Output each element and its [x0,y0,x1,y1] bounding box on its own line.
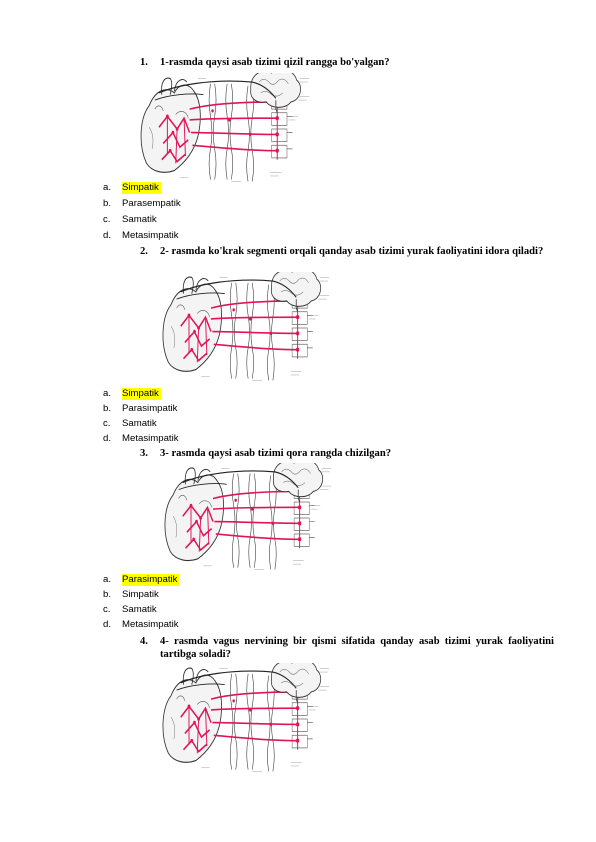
question-3 [140,448,554,461]
figure-3-heart-innervation [158,463,334,573]
question-text: 4- rasmda vagus nervining bir qismi sifatida qanday asab tizimi yurak faoliyatini tartibga soladi? [160,636,554,660]
question-1 [140,57,554,70]
question-4 [140,636,554,661]
option-3c[interactable]: c. Samatik [103,604,157,615]
option-3b[interactable]: b. Simpatik [103,589,159,600]
question-text: 1-rasmda qaysi asab tizimi qizil rangga bo'yalgan? [160,57,390,68]
figure-2-heart-innervation [156,272,332,384]
figure-1-heart-innervation [134,73,312,185]
question-number: 3. [140,448,148,459]
option-1a[interactable]: a. Simpatik [103,182,159,193]
question-number: 1. [140,57,148,68]
option-1c[interactable]: c. Samatik [103,214,157,225]
question-number: 2. [140,246,148,257]
question-number: 4. [140,636,148,647]
question-text: 2- rasmda ko'krak segmenti orqali qanday asab tizimi yurak faoliyatini idora qiladi? [160,246,544,257]
option-1b[interactable]: b. Parasempatik [103,198,181,209]
figure-4-heart-innervation [156,663,332,775]
question-2 [140,246,554,259]
option-2d[interactable]: d. Metasimpatik [103,433,179,444]
option-2b[interactable]: b. Parasimpatik [103,403,178,414]
option-2c[interactable]: c. Samatik [103,418,157,429]
question-text: 3- rasmda qaysi asab tizimi qora rangda chizilgan? [160,448,392,459]
option-1d[interactable]: d. Metasimpatik [103,230,179,241]
option-2a[interactable]: a. Simpatik [103,388,159,399]
option-3a[interactable]: a. Parasimpatik [103,574,178,585]
option-3d[interactable]: d. Metasimpatik [103,619,179,630]
